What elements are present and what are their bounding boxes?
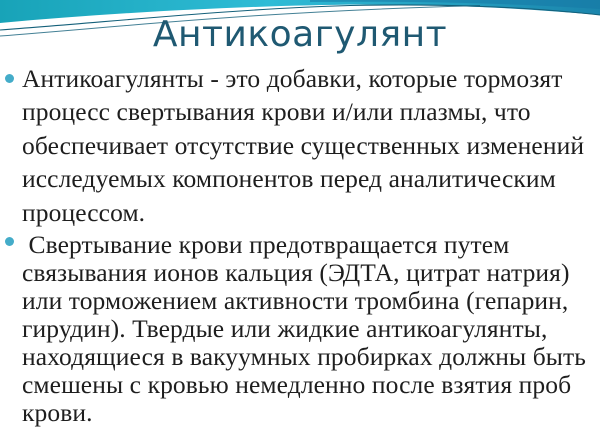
text-line: находящиеся в вакуумных пробирках должны быть	[22, 342, 587, 372]
slide-body	[0, 62, 600, 427]
slide-title: Антикоагулянт	[152, 14, 448, 55]
text-line: обеспечивает отсутствие существенных изменений	[22, 130, 585, 160]
text-line: исследуемых компонентов перед аналитическим	[22, 164, 556, 194]
bullet-item-2	[0, 231, 600, 427]
bullet-marker-icon	[5, 237, 14, 246]
bullet-item-1	[0, 62, 600, 229]
text-line: смешены с кровью немедленно после взятия проб	[22, 370, 572, 400]
text-line: процессом.	[22, 197, 146, 227]
bullet-marker-icon	[5, 74, 14, 83]
text-line: или торможением активности тромбина (гепарин,	[22, 286, 569, 316]
text-line: процесс свертывания крови и/или плазмы, что	[22, 97, 531, 127]
bullet-2-text	[22, 231, 590, 427]
text-line: гирудин). Твердые или жидкие антикоагулянты,	[22, 314, 548, 344]
text-line: крови.	[22, 398, 93, 428]
bullet-1-text	[22, 62, 590, 229]
text-line: связывания ионов кальция (ЭДТА, цитрат натрия)	[22, 258, 570, 288]
text-line: Антикоагулянты - это добавки, которые тормозят	[22, 64, 563, 93]
text-line: Свертывание крови предотвращается путем	[22, 230, 510, 260]
